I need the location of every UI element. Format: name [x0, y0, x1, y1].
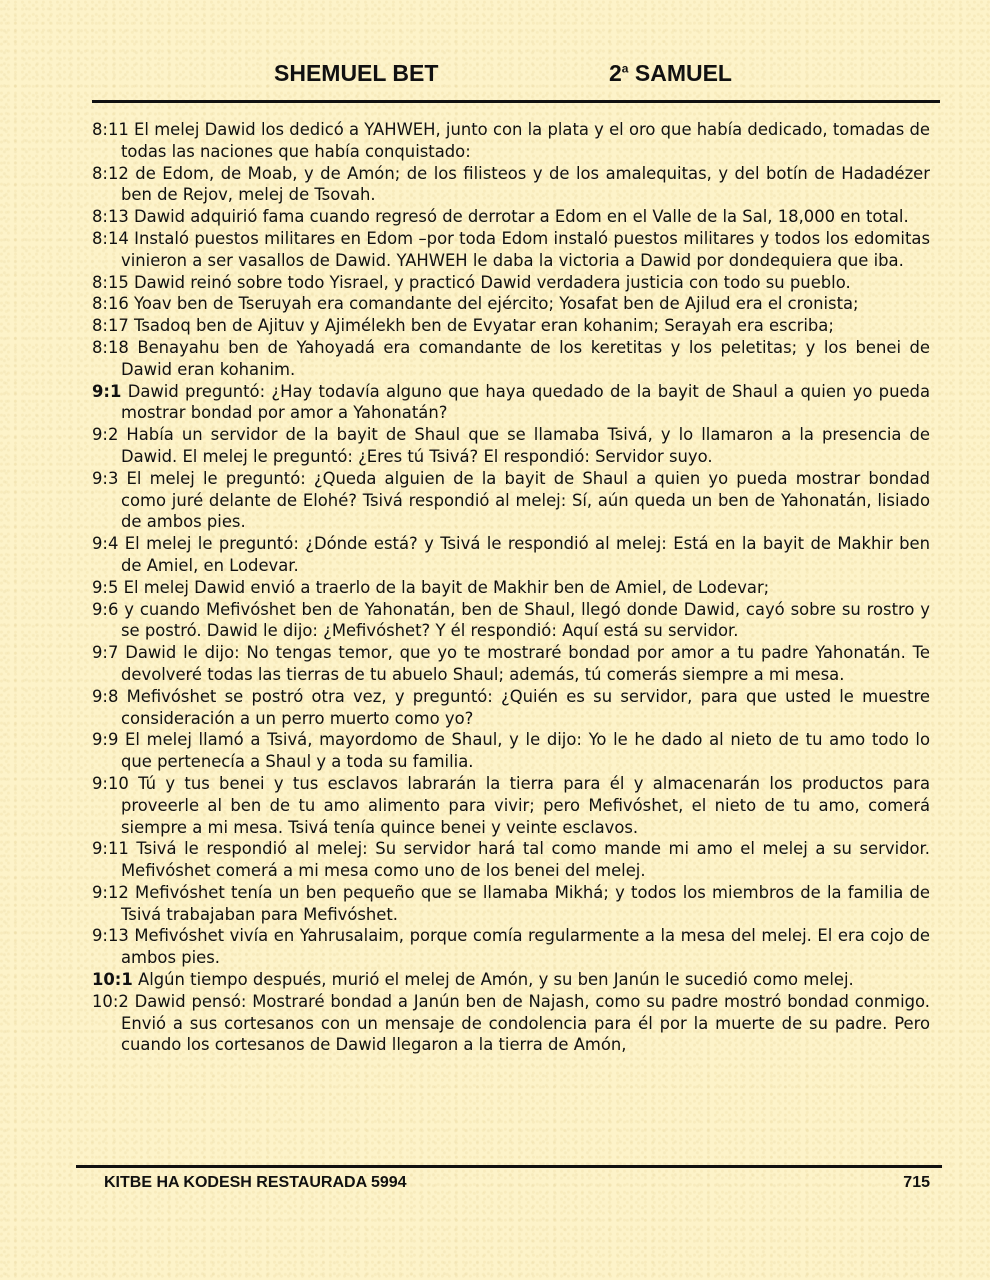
- verse-ref: 9:10: [92, 773, 129, 793]
- verse-ref: 10:1: [92, 970, 133, 990]
- verse-text: Tsadoq ben de Ajituv y Ajimélekh ben de Evyatar eran kohanim; Serayah era escriba;: [128, 316, 834, 336]
- page-footer: [76, 1165, 942, 1191]
- verse-ref: 8:18: [92, 337, 129, 357]
- page-number: 715: [903, 1174, 930, 1191]
- verse-ref: 9:13: [92, 926, 129, 946]
- book-name: [609, 60, 732, 87]
- verse-text: Mefivóshet se postró otra vez, y preguntó: ¿Quién es su servidor, para que usted le muestre consideración a un perro muerto como yo?: [118, 686, 930, 728]
- verse: [92, 773, 930, 838]
- verse: [92, 272, 930, 294]
- verse: [92, 599, 930, 643]
- verse: [92, 969, 930, 991]
- verse-text: El melej Dawid envió a traerlo de la bayit de Makhir ben de Amiel, de Lodevar;: [118, 577, 770, 597]
- verse-text: Mefivóshet vivía en Yahrusalaim, porque comía regularmente a la mesa del melej. El era cojo de ambos pies.: [121, 926, 930, 968]
- verse-text: Algún tiempo después, murió el melej de Amón, y su ben Janún le sucedió como melej.: [132, 970, 854, 990]
- verse: [92, 925, 930, 969]
- verse-text: Dawid reinó sobre todo Yisrael, y practicó Dawid verdadera justicia con todo su pueblo.: [128, 272, 851, 292]
- verse-ref: 9:5: [92, 577, 119, 597]
- verse-ref: 8:11: [92, 120, 129, 139]
- verse-ref: 9:9: [92, 730, 119, 750]
- verse-ref: 9:12: [92, 882, 129, 902]
- verse: [92, 838, 930, 882]
- verse-ref: 9:7: [92, 643, 119, 663]
- book-title: SHEMUEL BET: [274, 60, 439, 86]
- verse-text: Mefivóshet tenía un ben pequeño que se llamaba Mikhá; y todos los miembros de la familia de Tsivá trabajaban para Mefivóshet.: [121, 882, 930, 924]
- verse-ref: 9:11: [92, 839, 129, 859]
- verse-ref: 8:15: [92, 272, 129, 292]
- verse-text: Había un servidor de la bayit de Shaul que se llamaba Tsivá, y lo llamaron a la presencia de Dawid. El melej le preguntó: ¿Eres tú Tsivá? El respondió: Servidor suyo.: [118, 425, 930, 466]
- verse-ref: 8:14: [92, 228, 129, 248]
- verse-text: Instaló puestos militares en Edom –por toda Edom instaló puestos militares y todos los edomitas vinieron a ser vasallos de Dawid. YAHWEH le daba la victoria a Dawid por dondequiera que iba.: [121, 228, 930, 270]
- verse-ref: 10:2: [92, 991, 129, 1011]
- page-header: [92, 56, 940, 103]
- verse: [92, 163, 930, 207]
- verse-text: El melej llamó a Tsivá, mayordomo de Shaul, y le dijo: Yo le he dado al nieto de tu amo todo lo que pertenecía a Shaul y a toda su familia.: [118, 730, 930, 772]
- verse-text: Tsivá le respondió al melej: Su servidor hará tal como mande mi amo el melej a su servidor. Mefivóshet comerá a mi mesa como uno de los benei del melej.: [121, 839, 930, 881]
- verse-text: Benayahu ben de Yahoyadá era comandante de los keretitas y los peletitas; y los benei de Dawid eran kohanim.: [121, 337, 930, 379]
- verse-text: Dawid pensó: Mostraré bondad a Janún ben de Najash, como su padre mostró bondad conmigo. Envió a sus cortesanos con un mensaje de condolencia para él por la muerte de su padre. Pero cuando los cortesanos de Dawid llegaron a la tierra de Amón,: [121, 991, 930, 1055]
- verse-text: de Edom, de Moab, y de Amón; de los filisteos y de los amalequitas, y del botín de Hadadézer ben de Rejov, melej de Tsovah.: [121, 163, 930, 205]
- verse: [92, 293, 930, 315]
- book-number: 2: [609, 60, 622, 86]
- verse: [92, 991, 930, 1056]
- verse-text: Dawid preguntó: ¿Hay todavía alguno que haya quedado de la bayit de Shaul a quien yo pueda mostrar bondad por amor a Yahonatán?: [121, 381, 930, 423]
- verse: [92, 337, 930, 381]
- verse: [92, 729, 930, 773]
- publication-title: KITBE HA KODESH RESTAURADA 5994: [104, 1174, 407, 1191]
- verse-ref: 8:13: [92, 207, 129, 227]
- verse-ref: 9:6: [92, 599, 119, 619]
- verse: [92, 315, 930, 337]
- verse: [92, 642, 930, 686]
- verse-ref: 9:1: [92, 381, 122, 401]
- verse: [92, 424, 930, 468]
- verse-text: Tú y tus benei y tus esclavos labrarán la tierra para él y almacenarán los productos para proveerle al ben de tu amo alimento para vivir; pero Mefivóshet, el nieto de tu amo, comerá siempre a mi mesa. Tsivá tenía quince benei y veinte esclavos.: [121, 773, 930, 837]
- verse-ref: 9:4: [92, 534, 119, 554]
- verse-text: Dawid le dijo: No tengas temor, que yo te mostraré bondad por amor a tu padre Yahonatán. Te devolveré todas las tierras de tu abuelo Shaul; además, tú comerás siempre a mi mesa.: [118, 643, 930, 684]
- book-name-text: SAMUEL: [634, 60, 732, 86]
- verse: [92, 228, 930, 272]
- verse: [92, 882, 930, 926]
- verse-ref: 8:16: [92, 294, 129, 314]
- verse-text: El melej Dawid los dedicó a YAHWEH, junto con la plata y el oro que había dedicado, tomadas de todas las naciones que había conquistado:: [121, 120, 930, 161]
- verse: [92, 206, 930, 228]
- book-number-suffix: a: [621, 61, 629, 76]
- verse: [92, 468, 930, 533]
- verse-ref: 9:2: [92, 425, 119, 445]
- verse-ref: 9:8: [92, 686, 119, 706]
- verse-ref: 8:12: [92, 163, 129, 183]
- verse-text: Yoav ben de Tseruyah era comandante del ejército; Yosafat ben de Ajilud era el cronista;: [128, 294, 859, 314]
- verse-list: [92, 119, 930, 1056]
- verse: [92, 381, 930, 425]
- verse: [92, 577, 930, 599]
- verse-text: Dawid adquirió fama cuando regresó de derrotar a Edom en el Valle de la Sal, 18,000 en total.: [128, 207, 909, 227]
- verse-text: y cuando Mefivóshet ben de Yahonatán, ben de Shaul, llegó donde Dawid, cayó sobre su rostro y se postró. Dawid le dijo: ¿Mefivóshet? Y él respondió: Aquí está su servidor.: [118, 599, 930, 641]
- verse-ref: 8:17: [92, 316, 129, 336]
- verse: [92, 686, 930, 730]
- verse: [92, 119, 930, 163]
- verse: [92, 533, 930, 577]
- verse-text: El melej le preguntó: ¿Dónde está? y Tsivá le respondió al melej: Está en la bayit de Makhir ben de Amiel, en Lodevar.: [118, 534, 930, 575]
- verse-ref: 9:3: [92, 468, 119, 488]
- verse-text: El melej le preguntó: ¿Queda alguien de la bayit de Shaul a quien yo pueda mostrar bondad como juré delante de Elohé? Tsivá respondió al melej: Sí, aún queda un ben de Yahonatán, lisiado de ambos pies.: [118, 468, 930, 532]
